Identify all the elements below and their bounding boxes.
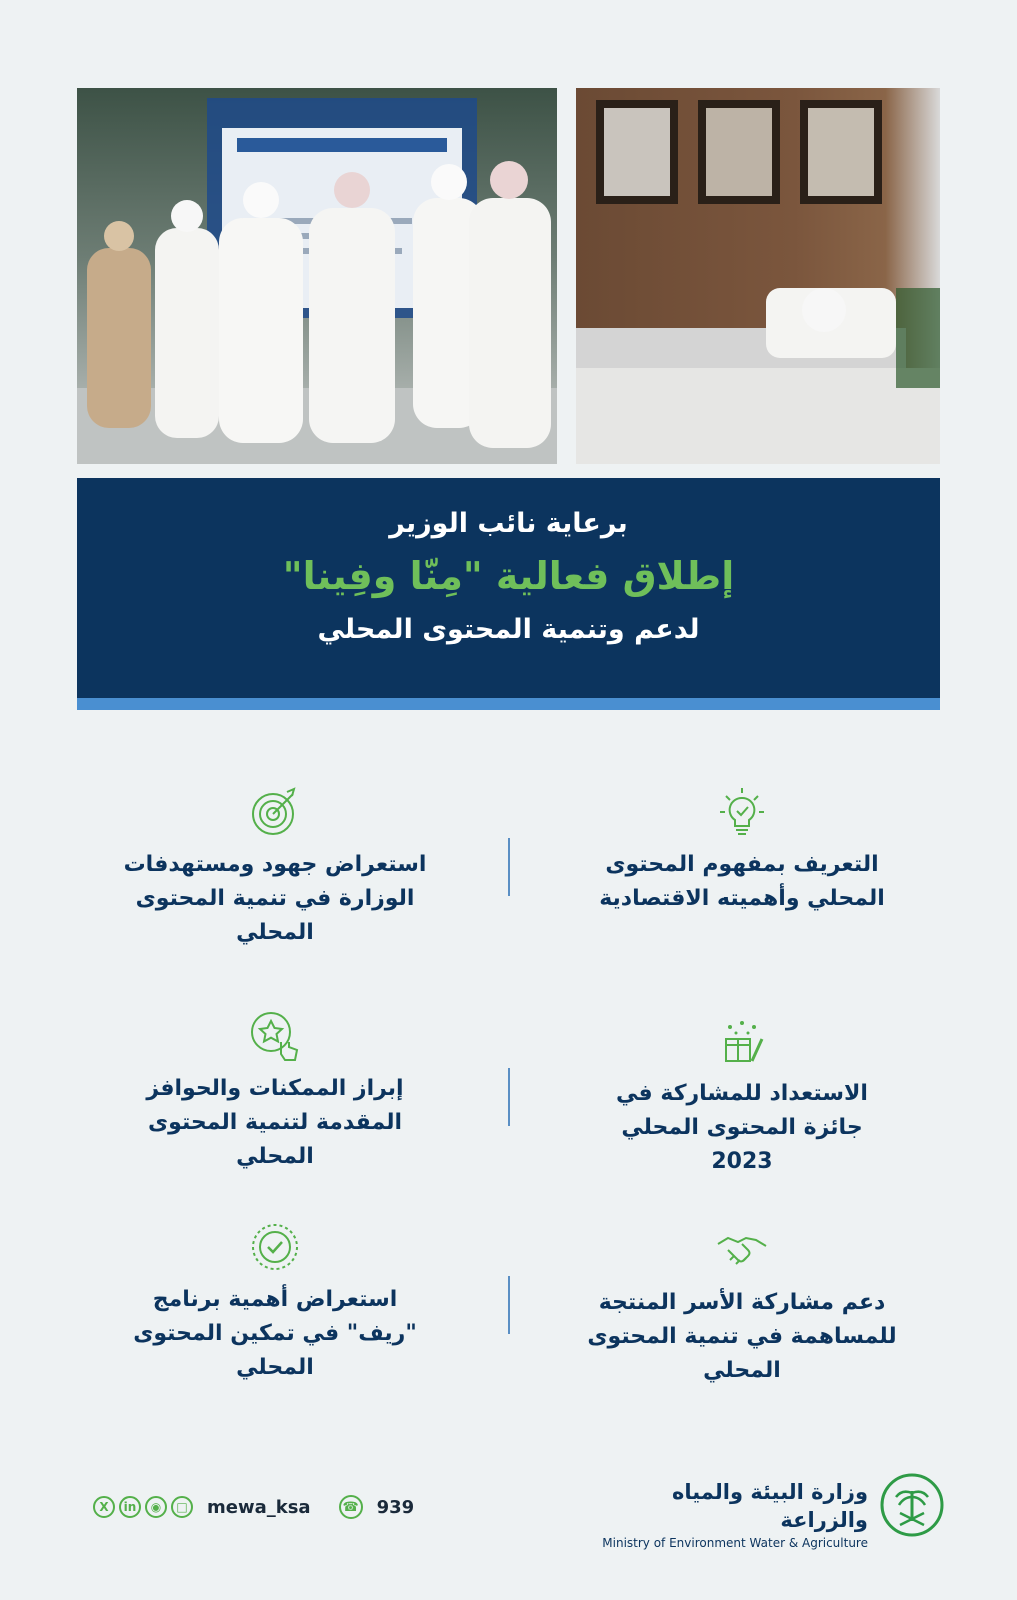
ministry-name [600,1478,868,1550]
feature-item-4 [120,1008,430,1174]
banner-accent-strip [77,698,940,710]
star-hand-icon [247,1008,303,1064]
banner-subtitle: لدعم وتنمية المحتوى المحلي [317,614,700,645]
ministry-logo-icon [880,1473,944,1537]
feature-text: التعريف بمفهوم المحتوى المحلي وأهميته الاقتصادية [599,852,885,911]
feature-item-2 [120,784,430,950]
row-divider [508,1276,510,1334]
social-handle[interactable]: mewa_ksa [207,1496,311,1518]
feature-text: دعم مشاركة الأسر المنتجة للمساهمة في تنمية المحتوى المحلي [587,1290,897,1383]
group-photo-illustration [77,88,557,464]
event-photo-meeting [576,88,940,464]
feature-item-6 [120,1219,430,1385]
feature-item-1 [587,784,897,916]
row-divider [508,1068,510,1126]
feature-text: الاستعداد للمشاركة في جائزة المحتوى المحلي 2023 [616,1081,868,1174]
social-links [93,1478,414,1536]
title-banner [77,478,940,698]
handshake-icon [714,1222,770,1278]
feature-text: إبراز الممكنات والحوافز المقدمة لتنمية المحتوى المحلي [146,1076,404,1169]
banner-patronage: برعاية نائب الوزير [389,508,628,539]
banner-title: إطلاق فعالية "مِنّا وفِينا" [282,554,735,598]
feature-item-3 [587,1013,897,1179]
row-divider [508,838,510,896]
linkedin-icon[interactable]: in [119,1496,141,1518]
event-photo-group [77,88,557,464]
x-icon[interactable]: X [93,1496,115,1518]
snapchat-icon[interactable]: ◉ [145,1496,167,1518]
lightbulb-icon [714,784,770,840]
instagram-icon[interactable]: □ [171,1496,193,1518]
phone-number[interactable]: 939 [376,1496,415,1518]
check-badge-icon [247,1219,303,1275]
ministry-name-en: Ministry of Environment Water & Agriculture [602,1536,868,1550]
feature-item-5 [587,1222,897,1388]
feature-text: استعراض أهمية برنامج "ريف" في تمكين المحتوى المحلي [133,1287,417,1380]
ministry-name-ar: وزارة البيئة والمياه والزراعة [671,1480,868,1532]
target-icon [247,784,303,840]
phone-icon: ☎ [339,1495,363,1519]
award-gift-icon [714,1013,770,1069]
meeting-photo-illustration [576,88,940,464]
feature-text: استعراض جهود ومستهدفات الوزارة في تنمية المحتوى المحلي [123,852,427,945]
